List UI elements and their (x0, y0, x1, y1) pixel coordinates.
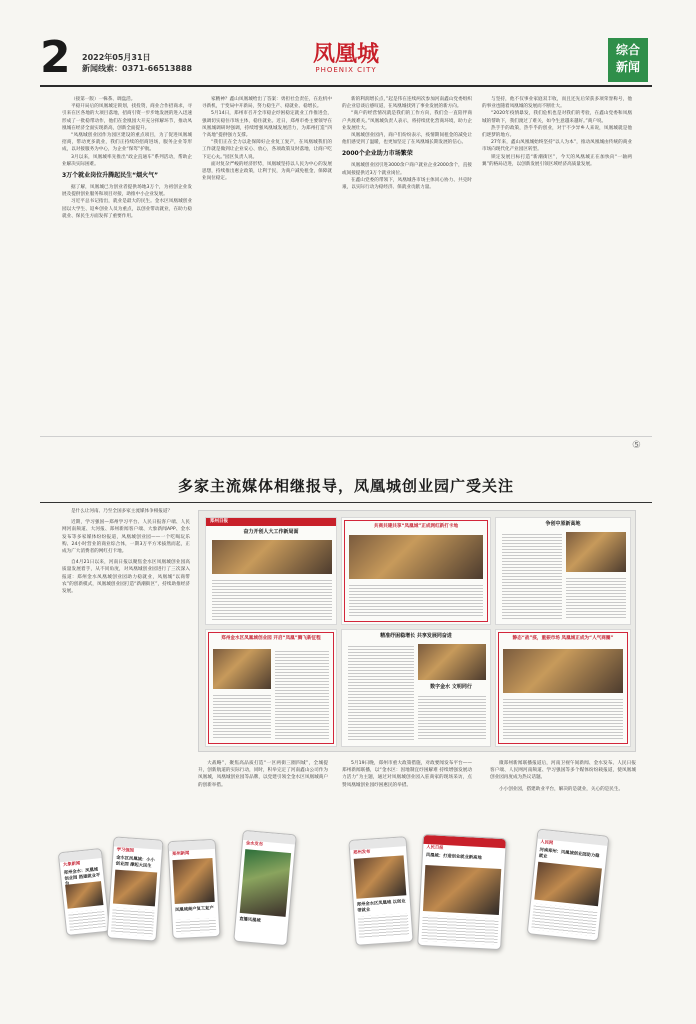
phone-headline: 河南郑州：凤凰城创业园助力稳就业 (538, 847, 600, 860)
article-column-4 (482, 96, 632, 426)
paragraph: 平稳开局后的凤凰城定锁划，找投资，商业合作招商求，寻引来在区各地的大项目落地，招商引资一步步地发展的进入迅速形成了一批稳带动作，他们在金凰园大开充分挥解环节，推动凤凰城在经济全面实现新高，创新全面提升。 (62, 104, 192, 131)
app-name: 人民网 (540, 839, 554, 847)
paragraph: “商户的经营情况就是我们的工作方向，我们会一直陪伴商户共渡难关。”凤凰城负责人表示，将持续优化营商环境，助力企业发展壮大。 (342, 111, 472, 131)
phone-headline: 凤凰城商户复工复产 (174, 905, 214, 914)
phone-photo (65, 881, 103, 909)
phone-screenshot (107, 836, 164, 941)
phone-photo (423, 865, 501, 915)
paragraph: 近期，学习强国—郑州学习平台、人民日报客户端、人民网河南频道、大河报、郑州新闻客户端、大象新闻APP、金水发布等多家媒体纷纷报道，凤凰城创业园——一个吃喝玩乐购、24小时营业的商业综合体，一期3万平方米拔然而起，正成为广大消费者的网红打卡地。 (62, 520, 190, 555)
highlight-frame (344, 520, 488, 622)
page-header (0, 0, 696, 92)
paragraph: （接第一版）一株茶、调盘活。 (71, 97, 136, 102)
clipping-masthead (206, 518, 336, 526)
frame-title: 静态“战”疫，重振市场 凤凰城正成为“人气商圈” (512, 636, 614, 641)
clipping-text (213, 693, 271, 739)
clipping-text (349, 583, 483, 617)
clipping-title: 争创中原新高地 (545, 521, 581, 527)
paragraph: 面对复杂严峻的经济形势，凤凰城坚持以人民为中心的发展思想，持续推出惠企政策，让利于民，为商户减免租金，保障就业岗位稳定。 (202, 161, 332, 182)
phone-text (531, 904, 597, 937)
article-end-mark: ⑤ (632, 440, 641, 451)
phone-text (68, 909, 106, 931)
paragraph: 5月19日晚，郑州市重大政策措施，对政要闻发布平台——郑州新闻联播，以“金水区：因地制宜纾困解难 持续增强发展动力活力”为主题，通过对凤凰城创业园入驻商家的现场采访，点赞凤凰城创业园纾困惠民的举措。 (342, 761, 472, 788)
clipping-page (205, 517, 337, 625)
phone-headline: 直播凤凰城 (238, 916, 261, 924)
paragraph: 凤凰城创业园内，商户们纷纷表示，疫情期间租金的减免让他们感受到了温暖，也更加坚定了在凤凰城长期发展的信心。 (342, 133, 472, 146)
paragraph: 新的利润增长点，”起是伟在连续两次参加河南鑫山党委组织的企业恳谈后感叹道，在凤凰城找到了事业发展的新方向。 (342, 97, 472, 110)
phone-photo (113, 870, 157, 907)
clipping-text (212, 578, 332, 622)
paragraph: 热手手的政策，热乎乎的创业，对于不少异乡人来说，凤凰城就是他们逐梦的地方。 (482, 125, 632, 139)
phone-headline: 郑州金水区凤凰城 以创业带就业 (356, 899, 406, 914)
masthead-logo (296, 42, 396, 75)
app-name: 大象新闻 (62, 861, 81, 869)
paragraph: 在鑫山党委的带领下，凤凰城各市场主体同心协力、共克时艰，以实际行动为稳经济、保就业贡献力量。 (342, 177, 472, 191)
clipping-photo (212, 540, 332, 574)
article-column-2 (202, 96, 332, 426)
section-badge (608, 38, 648, 82)
phone-headline: 金水区凤凰城：小小创业园 撑起大民生 (115, 855, 155, 869)
headline-rule (40, 502, 652, 503)
clipping-page (341, 517, 491, 625)
clipping-text (502, 532, 562, 620)
article-column-1 (62, 96, 192, 426)
news-hotline: 新闻线索：0371-66513888 (82, 64, 193, 73)
page-number: 2 (40, 32, 71, 83)
clipping-title: 数字金水 文明同行 (430, 684, 472, 690)
paragraph: 3月以来，凤凰城率先推出“政企直通车”系列活动，帮助企业解决实际困难。 (62, 154, 192, 167)
clipping-photo (349, 535, 483, 579)
clipping-page (495, 517, 631, 625)
app-name: 学习强国 (116, 847, 134, 854)
article-column-3 (342, 96, 472, 426)
paragraph: 与坚持，他不仅事业家庭双丰收，而且还先后荣获多项荣誉称号，他的事业也随着凤凰城的发展而不断壮大。 (482, 97, 632, 110)
section-label-1: 综合 (615, 43, 640, 57)
paragraph: “我们正在全力以赴保障好企业复工复产，在凤凰城我们的工作就是做到让企业安心、放心，各项政策及时落地，让商户吃下定心丸。”园区负责人说。 (202, 140, 332, 160)
clipping-photo (566, 532, 626, 572)
phone-text (358, 913, 409, 938)
clipping-page (205, 629, 337, 747)
frame-title: 郑州金水区凤凰城创业园 开启“凤凰”腾飞新征程 (221, 636, 321, 641)
paragraph: 微郑州新闻联播报道后，河南卫视午间新闻、金水发布、人民日报客户端、人民网河南频道、学习强国等多个媒体纷纷载报道，使凤凰城创业园再度成为热议话题。 (490, 761, 636, 781)
clipping-title: 奋力开创人大工作新局面 (243, 529, 299, 535)
phone-text (421, 915, 498, 945)
clipping-photo (503, 649, 623, 693)
phone-photo (534, 862, 602, 906)
clipping-text (348, 644, 414, 740)
feature-headline: 多家主流媒体相继报导，凤凰城创业园广受关注 (177, 477, 514, 495)
phone-screenshot (58, 848, 111, 936)
lower-column-left (62, 508, 190, 818)
paragraph: 27年来，鑫山凤凰城始终坚持“以人为本”，推动凤凰城由传统的商业市场向现代化产业园区转型。 (482, 140, 632, 153)
paragraph: 自4月21日以来，河南日报以聚焦金水区凤凰城创业园高质量发展着手，从不同角度，对凤凰城创业园进行了三次深入报道：郑州金水凤凰城创业园助力稳就业，凤凰城“以商带农”的创新模式，凤凰城创业园打造“新潮街区”，持续助推经济发展。 (62, 560, 190, 595)
phone-text (111, 907, 155, 936)
paragraph: “2020年疫情暴发，我们危机也是对我们的考验，在鑫山党委和凤凰城的帮助下，我们渡过了难关，如今生意越来越好。”商户说。 (482, 111, 632, 124)
paragraph: 锁定发展目标打造“新潮街区”，今天的凤凰城正在加快向“一轴两翼”的格局迈进，以创新发展引领区域经济高质量发展。 (482, 154, 632, 167)
paragraph: “凤凰城创业园作为园区建设的重点项目，为了促进凤凰城招商，带动更多就业，我们正持续的招商进场，服务企业等形成，以对接服务为中心，为企业“保驾”护航。 (62, 133, 192, 153)
phone-headline: 凤凰城：打造创业就业新高地 (425, 853, 482, 861)
phone-screenshot (233, 830, 297, 946)
phone-photo (172, 858, 214, 904)
phone-screenshot (348, 836, 413, 946)
phone-text (176, 918, 217, 934)
logo-english: PHOENIX CITY (315, 66, 377, 74)
subheading: 3万个就业岗位升腾起民生“烟火气” (62, 172, 159, 180)
app-name: 金水发布 (245, 841, 264, 848)
clipping-photo (418, 644, 486, 680)
paragraph: 大战略”，聚焦高品质打造“一区两街三圈四城”，全城提升，创新航道的实际行动，同时，积举完定了河南鑫山公司作为凤凰城，凤凰城创业园等品牌，以党建引领全金水区凤凰城商户的创新举措。 (198, 761, 328, 788)
paragraph: 小小创业园，搭建助业平台，解决的是就业，关心的是民生。 (499, 786, 624, 792)
paragraph: 家精神？鑫山凤凰城给出了答案：勇担社会责任，在危机中寻新机，于变局中开新局，努力稳生产、稳就业、稳增长。 (202, 97, 332, 110)
paragraph: 习近平总书记指出，就业是最大的民生。金水区凤凰城创业园以大学生、返乡创业人员为重点，以创业带动就业，在助力稳就业、保民生方面发挥了重要作用。 (62, 199, 192, 219)
press-clippings-image (198, 510, 636, 752)
lower-column-mid2 (342, 760, 472, 830)
section-label-2: 新闻 (615, 60, 640, 74)
issue-date: 2022年05月31日 (82, 53, 151, 62)
frame-title: 共商共建共享“凤凰城”正成网红新打卡地 (373, 524, 459, 529)
clipping-text (275, 649, 329, 739)
phone-photo (354, 855, 407, 898)
highlight-frame (208, 632, 334, 744)
phone-screenshot (167, 839, 220, 939)
subheading: 2000个企业助力市场繁荣 (342, 150, 413, 158)
phone-screenshot (417, 834, 507, 950)
app-name: 人民日报 (426, 845, 444, 851)
clipping-page (341, 629, 491, 747)
lower-column-right (490, 760, 636, 830)
clipping-page (495, 629, 631, 747)
masthead-text: 郑州日报 (210, 519, 228, 524)
app-name: 郑州发布 (353, 849, 371, 856)
paragraph: 5月14日，郑州市召开全市稳企纾困稳定就业工作推进会，强调切实稳住市场主体，稳住就业。近日，郑州市委主要领导在凤凰城调研时强调，持续增强凤凰城发展活力，为郑州打造“四个高地”提供强力支撑。 (202, 111, 332, 139)
header-rule (40, 85, 652, 87)
paragraph: 据了解，凤凰城已为创业者提供场地3万个，为初创企业发展及提供创业服务和项目对接，助推中小企业发展。 (62, 185, 192, 198)
paragraph: 是什么让河南、乃至全国多家主流媒体争相报道？ (71, 509, 173, 514)
clipping-title: 精准纾困稳增长 共享发展同奋进 (380, 633, 452, 639)
phone-photo (240, 849, 291, 917)
phone-screenshot (527, 829, 610, 942)
logo-chinese: 凤凰城 (312, 41, 379, 67)
lower-column-mid (198, 760, 328, 830)
highlight-frame (498, 632, 628, 744)
clipping-photo (213, 649, 271, 689)
section-divider (40, 436, 652, 437)
app-name: 郑州新闻 (172, 851, 190, 858)
clipping-text (503, 697, 623, 739)
clipping-text (418, 694, 486, 740)
phone-headline: 郑州金水：凤凰城创业园 搭建就业平台 (63, 867, 101, 882)
paragraph: 凤凰城创业园引进3000余户商户就业企业2000余个，直接或间接提供近3万个就业岗位。 (342, 163, 472, 176)
clipping-text (566, 576, 626, 620)
